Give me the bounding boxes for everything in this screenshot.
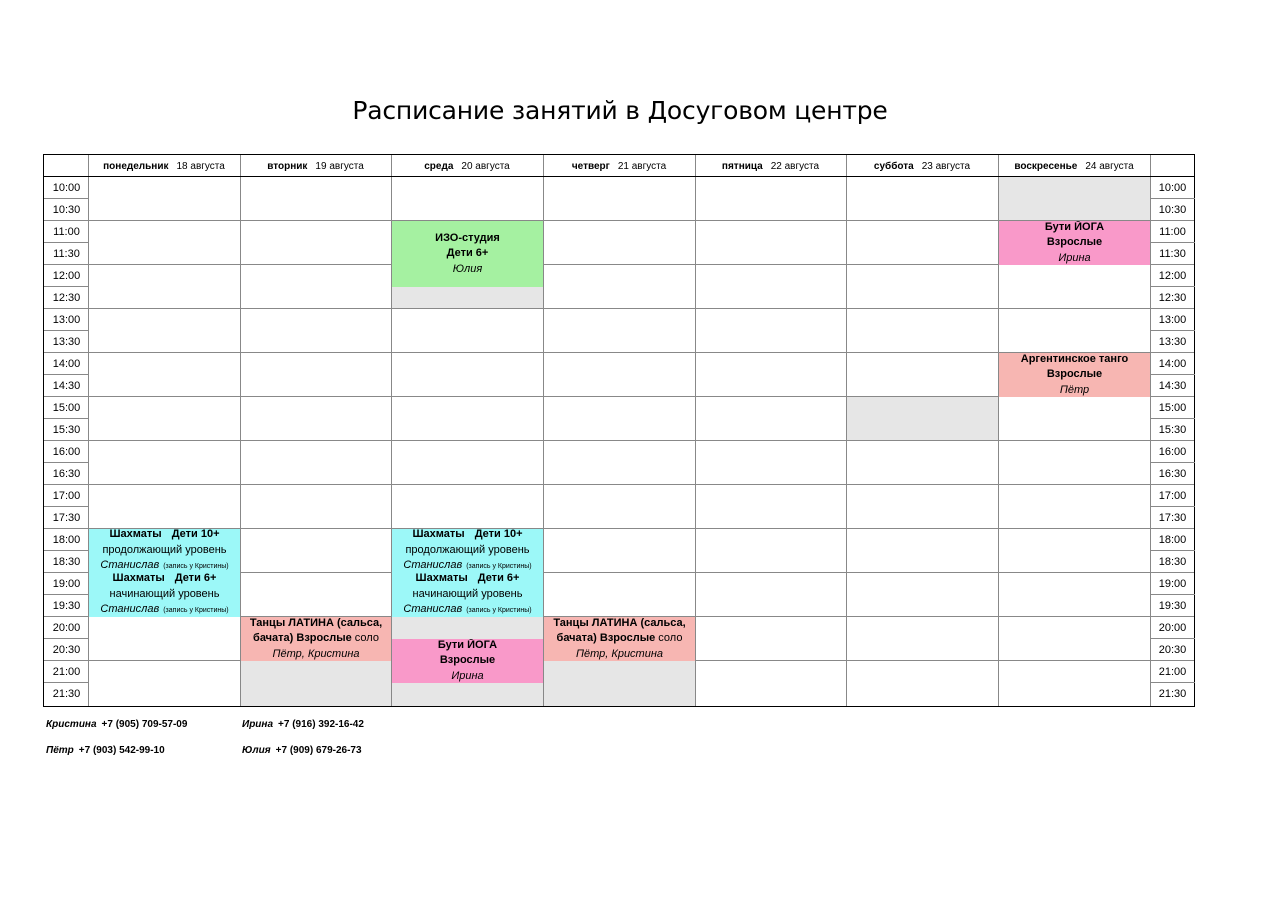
time-label: 18:00 <box>52 534 81 546</box>
time-label: 12:00 <box>52 270 81 282</box>
class-chess-6-monday[interactable] <box>89 573 240 617</box>
class-teacher: Пётр <box>1059 383 1090 396</box>
time-label: 12:30 <box>1158 292 1187 304</box>
class-teacher: Станислав (запись у Кристины) <box>100 603 229 616</box>
time-label: 15:30 <box>52 424 81 436</box>
class-group: Взрослые <box>439 654 496 667</box>
time-label: 11:30 <box>1159 248 1186 260</box>
contact-yulia: Юлия +7 (909) 679-26-73 <box>242 745 362 756</box>
time-label: 16:00 <box>52 446 81 458</box>
grid-line <box>44 440 1194 441</box>
class-title: Шахматы Дети 6+ <box>112 573 217 585</box>
class-group: Взрослые <box>1046 236 1103 249</box>
class-teacher: Ирина <box>451 669 484 682</box>
time-label: 17:00 <box>52 490 81 502</box>
class-title: Бути ЙОГА <box>1044 221 1105 233</box>
time-label: 10:00 <box>52 182 81 194</box>
closed-slot <box>999 177 1150 220</box>
time-label: 13:30 <box>1158 336 1187 348</box>
time-label: 18:30 <box>52 556 81 568</box>
time-label: 12:00 <box>1158 270 1187 282</box>
contact-petr: Пётр +7 (903) 542-99-10 <box>46 745 165 756</box>
time-label: 13:30 <box>52 336 81 348</box>
class-teacher: Пётр, Кристина <box>272 647 360 660</box>
class-title: ИЗО-студия <box>435 231 500 244</box>
time-label: 19:00 <box>1158 578 1187 590</box>
closed-slot <box>241 661 391 706</box>
time-label: 11:30 <box>53 248 80 260</box>
time-label: 20:30 <box>52 644 81 656</box>
closed-slot <box>392 617 543 639</box>
time-label: 19:30 <box>52 600 81 612</box>
class-teacher: Станислав (запись у Кристины) <box>100 559 229 572</box>
class-teacher: Пётр, Кристина <box>575 647 664 660</box>
class-level: начинающий уровень <box>109 587 220 600</box>
closed-slot <box>847 397 998 440</box>
time-label: 20:00 <box>52 622 81 634</box>
day-header-wednesday: среда 20 августа <box>424 160 510 172</box>
class-title: Шахматы Дети 10+ <box>412 529 523 541</box>
class-title: Шахматы Дети 6+ <box>415 573 520 585</box>
time-label: 21:30 <box>1158 688 1187 700</box>
day-header-sunday: воскресенье 24 августа <box>1014 160 1134 172</box>
schedule-table <box>43 154 1195 707</box>
time-label: 14:30 <box>1158 380 1187 392</box>
time-label: 16:30 <box>52 468 81 480</box>
time-label: 16:00 <box>1158 446 1187 458</box>
day-header-thursday: четверг 21 августа <box>571 160 667 172</box>
class-latina-thursday[interactable] <box>544 617 695 661</box>
class-chess-6-wednesday[interactable] <box>392 573 543 617</box>
grid-line <box>44 308 1194 309</box>
time-label: 11:00 <box>1159 226 1186 238</box>
time-label: 15:00 <box>52 402 81 414</box>
time-label: 20:00 <box>1158 622 1187 634</box>
time-label: 14:30 <box>52 380 81 392</box>
time-label: 19:00 <box>52 578 81 590</box>
class-group: бачата) Взрослые соло <box>556 632 683 645</box>
day-header-saturday: суббота 23 августа <box>873 160 971 172</box>
day-header-friday: пятница 22 августа <box>721 160 820 172</box>
class-group: Дети 6+ <box>446 247 489 260</box>
class-teacher: Станислав (запись у Кристины) <box>403 603 532 616</box>
class-title: Танцы ЛАТИНА (сальса, <box>553 617 686 629</box>
closed-slot <box>392 287 543 308</box>
class-izo-studio[interactable] <box>392 221 543 287</box>
class-level: продолжающий уровень <box>405 543 530 556</box>
class-latina-tuesday[interactable] <box>241 617 391 661</box>
grid-line <box>695 155 696 706</box>
time-label: 21:30 <box>52 688 81 700</box>
time-label: 10:30 <box>1158 204 1187 216</box>
contact-kristina: Кристина +7 (905) 709-57-09 <box>46 719 188 730</box>
grid-line <box>44 484 1194 485</box>
closed-slot <box>392 683 543 706</box>
time-label: 13:00 <box>1158 314 1187 326</box>
class-chess-10-wednesday[interactable] <box>392 529 543 573</box>
time-label: 16:30 <box>1158 468 1187 480</box>
time-label: 15:00 <box>1158 402 1187 414</box>
class-level: начинающий уровень <box>412 587 523 600</box>
time-label: 12:30 <box>52 292 81 304</box>
time-label: 17:30 <box>1158 512 1187 524</box>
class-group: бачата) Взрослые соло <box>253 632 379 645</box>
time-label: 17:30 <box>52 512 81 524</box>
class-teacher: Ирина <box>1058 251 1091 264</box>
time-label: 14:00 <box>1158 358 1187 370</box>
contact-irina: Ирина +7 (916) 392-16-42 <box>242 719 364 730</box>
day-header-tuesday: вторник 19 августа <box>267 160 364 172</box>
class-title: Танцы ЛАТИНА (сальса, <box>249 617 383 629</box>
time-label: 10:30 <box>52 204 81 216</box>
time-label: 20:30 <box>1158 644 1187 656</box>
class-title: Шахматы Дети 10+ <box>109 529 220 541</box>
time-label: 14:00 <box>52 358 81 370</box>
time-label: 11:00 <box>53 226 80 238</box>
class-level: продолжающий уровень <box>102 543 227 556</box>
time-label: 21:00 <box>52 666 81 678</box>
time-label: 19:30 <box>1158 600 1187 612</box>
time-label: 15:30 <box>1158 424 1187 436</box>
class-tango[interactable] <box>999 353 1150 397</box>
class-group: Взрослые <box>1046 368 1103 381</box>
class-chess-10-monday[interactable] <box>89 529 240 573</box>
class-yoga-sunday[interactable] <box>999 221 1150 265</box>
class-title: Аргентинское танго <box>1020 353 1129 365</box>
day-header-monday: понедельник 18 августа <box>103 160 225 172</box>
time-label: 21:00 <box>1158 666 1187 678</box>
class-teacher: Станислав (запись у Кристины) <box>403 559 532 572</box>
class-teacher: Юлия <box>452 262 483 275</box>
page-title: Расписание занятий в Досуговом центре <box>352 96 888 125</box>
time-label: 10:00 <box>1158 182 1187 194</box>
closed-slot <box>544 661 695 706</box>
class-yoga-wednesday[interactable] <box>392 639 543 683</box>
time-label: 17:00 <box>1158 490 1187 502</box>
time-label: 18:30 <box>1158 556 1187 568</box>
time-label: 13:00 <box>52 314 81 326</box>
time-label: 18:00 <box>1158 534 1187 546</box>
class-title: Бути ЙОГА <box>437 639 498 651</box>
